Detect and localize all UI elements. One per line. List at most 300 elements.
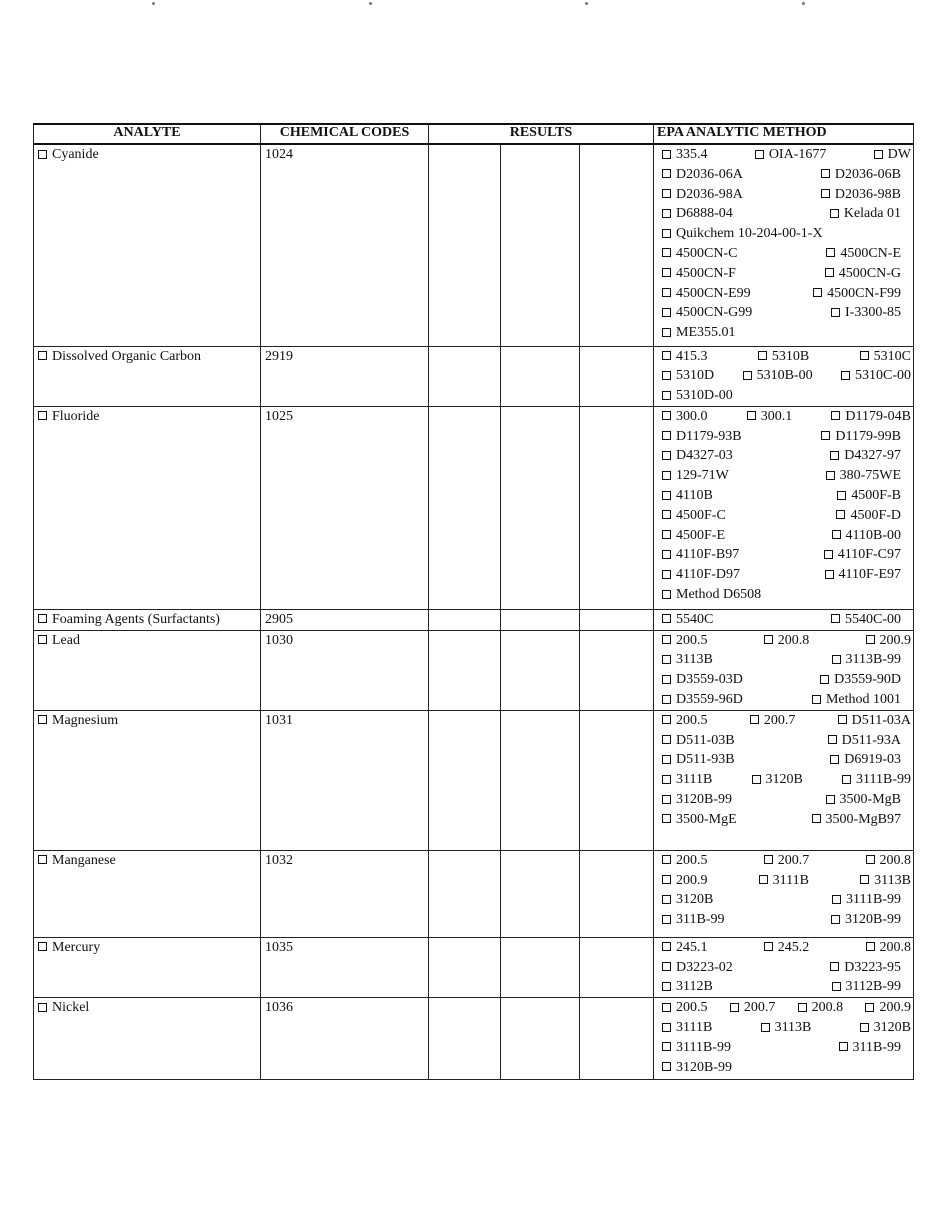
- method-option[interactable]: [662, 185, 743, 205]
- method-label: D4327-97: [844, 448, 901, 464]
- checkbox-icon[interactable]: [832, 655, 841, 664]
- checkbox-icon[interactable]: [662, 530, 671, 539]
- checkbox-icon[interactable]: [764, 942, 773, 951]
- analyte-label: Manganese: [52, 852, 116, 868]
- method-option[interactable]: [798, 998, 844, 1018]
- method-option[interactable]: [828, 731, 901, 751]
- checkbox-icon[interactable]: [38, 411, 47, 420]
- method-option[interactable]: [662, 790, 732, 810]
- checkbox-icon[interactable]: [662, 189, 671, 198]
- method-line: [662, 466, 911, 486]
- method-label: 3113B: [874, 872, 911, 888]
- checkbox-icon[interactable]: [764, 855, 773, 864]
- checkbox-icon[interactable]: [865, 1003, 874, 1012]
- checkbox-icon[interactable]: [730, 1003, 739, 1012]
- method-label: 3112B: [676, 979, 713, 995]
- checkbox-icon[interactable]: [812, 814, 821, 823]
- checkbox-icon[interactable]: [662, 1042, 671, 1051]
- checkbox-icon[interactable]: [38, 635, 47, 644]
- method-option[interactable]: [662, 224, 823, 244]
- result-field[interactable]: [501, 998, 580, 1080]
- method-label: D511-93B: [676, 752, 735, 768]
- method-label: 5310D-00: [676, 388, 733, 404]
- checkbox-icon[interactable]: [759, 875, 768, 884]
- method-option[interactable]: [830, 750, 901, 770]
- checkbox-icon[interactable]: [841, 371, 850, 380]
- checkbox-icon[interactable]: [662, 1062, 671, 1071]
- result-field[interactable]: [580, 850, 654, 937]
- method-option[interactable]: [764, 851, 810, 871]
- method-option[interactable]: [865, 998, 911, 1018]
- result-field[interactable]: [429, 998, 501, 1080]
- method-option[interactable]: [662, 565, 740, 585]
- method-line: [662, 244, 911, 264]
- checkbox-icon[interactable]: [38, 1003, 47, 1012]
- checkbox-icon[interactable]: [662, 895, 671, 904]
- result-field[interactable]: [580, 630, 654, 710]
- method-label: 200.8: [777, 632, 810, 648]
- method-option[interactable]: [761, 1018, 812, 1038]
- result-field[interactable]: [429, 937, 501, 997]
- result-field[interactable]: [429, 346, 501, 406]
- checkbox-icon[interactable]: [764, 635, 773, 644]
- checkbox-icon[interactable]: [662, 814, 671, 823]
- checkbox-icon[interactable]: [662, 735, 671, 744]
- method-label: D6888-04: [676, 206, 733, 222]
- method-option[interactable]: [821, 427, 901, 447]
- checkbox-icon[interactable]: [812, 695, 821, 704]
- analyte-row: [34, 630, 914, 710]
- method-option[interactable]: [826, 790, 901, 810]
- method-label: 4500CN-E: [840, 245, 901, 261]
- checkbox-icon[interactable]: [837, 491, 846, 500]
- checkbox-icon[interactable]: [758, 351, 767, 360]
- method-option[interactable]: [837, 486, 901, 506]
- checkbox-icon[interactable]: [662, 510, 671, 519]
- method-option[interactable]: [832, 890, 901, 910]
- method-label: 200.9: [879, 632, 911, 648]
- method-option[interactable]: [866, 851, 912, 871]
- method-label: 4500CN-G99: [676, 305, 753, 321]
- epa-methods: [654, 850, 914, 937]
- checkbox-icon[interactable]: [662, 795, 671, 804]
- result-field[interactable]: [429, 850, 501, 937]
- checkbox-icon[interactable]: [874, 150, 883, 159]
- method-option[interactable]: [662, 631, 708, 651]
- method-label: Kelada 01: [843, 206, 901, 222]
- method-option[interactable]: [824, 545, 901, 565]
- checkbox-icon[interactable]: [662, 248, 671, 257]
- method-option[interactable]: [662, 486, 713, 506]
- checkbox-icon[interactable]: [662, 755, 671, 764]
- checkbox-icon[interactable]: [860, 1023, 869, 1032]
- checkbox-icon[interactable]: [761, 1023, 770, 1032]
- method-option[interactable]: [662, 244, 737, 264]
- method-option[interactable]: [662, 526, 725, 546]
- method-option[interactable]: [662, 977, 713, 997]
- method-option[interactable]: [874, 145, 911, 165]
- method-option[interactable]: [832, 977, 901, 997]
- method-option[interactable]: [830, 204, 901, 224]
- checkbox-icon[interactable]: [662, 308, 671, 317]
- checkbox-icon[interactable]: [752, 775, 761, 784]
- method-option[interactable]: [836, 506, 901, 526]
- result-field[interactable]: [501, 630, 580, 710]
- method-option[interactable]: [662, 466, 729, 486]
- checkbox-icon[interactable]: [662, 915, 671, 924]
- checkbox-icon[interactable]: [826, 248, 835, 257]
- method-label: 4500F-E: [676, 527, 725, 543]
- checkbox-icon[interactable]: [860, 875, 869, 884]
- checkbox-icon[interactable]: [662, 1023, 671, 1032]
- method-label: D1179-99B: [835, 428, 901, 444]
- analyte-row: [34, 609, 914, 630]
- checkbox-icon[interactable]: [662, 431, 671, 440]
- checkbox-icon[interactable]: [832, 982, 841, 991]
- method-option[interactable]: [747, 407, 793, 427]
- checkbox-icon[interactable]: [825, 268, 834, 277]
- checkbox-icon[interactable]: [662, 491, 671, 500]
- method-option[interactable]: [821, 185, 901, 205]
- checkbox-icon[interactable]: [38, 150, 47, 159]
- method-option[interactable]: [813, 284, 901, 304]
- method-label: 3111B-99: [846, 892, 901, 908]
- result-field[interactable]: [429, 406, 501, 609]
- checkbox-icon[interactable]: [662, 150, 671, 159]
- method-option[interactable]: [860, 347, 911, 367]
- checkbox-icon[interactable]: [38, 351, 47, 360]
- checkbox-icon[interactable]: [830, 755, 839, 764]
- method-option[interactable]: [662, 145, 708, 165]
- method-option[interactable]: [662, 545, 739, 565]
- method-label: 200.7: [777, 852, 810, 868]
- method-option[interactable]: [662, 998, 708, 1018]
- method-option[interactable]: [662, 407, 708, 427]
- analyte-label: Foaming Agents (Surfactants): [52, 611, 220, 627]
- method-option[interactable]: [841, 366, 911, 386]
- method-option[interactable]: [662, 347, 708, 367]
- chemical-code: 1024: [261, 144, 429, 346]
- chemical-code: 2919: [261, 346, 429, 406]
- checkbox-icon[interactable]: [842, 775, 851, 784]
- checkbox-icon[interactable]: [662, 229, 671, 238]
- method-label: 3500-MgB: [839, 792, 901, 808]
- method-option[interactable]: [764, 631, 810, 651]
- checkbox-icon[interactable]: [662, 391, 671, 400]
- checkbox-icon[interactable]: [832, 895, 841, 904]
- method-option[interactable]: [838, 711, 911, 731]
- method-line: [662, 851, 911, 871]
- method-label: 5310C: [873, 348, 911, 364]
- checkbox-icon[interactable]: [830, 451, 839, 460]
- method-option[interactable]: [821, 165, 901, 185]
- method-option[interactable]: [662, 1058, 732, 1078]
- method-label: 4110F-C97: [837, 547, 901, 563]
- chemical-code: 1032: [261, 850, 429, 937]
- method-option[interactable]: [730, 998, 776, 1018]
- method-option[interactable]: [662, 165, 743, 185]
- checkbox-icon[interactable]: [821, 169, 830, 178]
- method-option[interactable]: [839, 1038, 901, 1058]
- method-label: 129-71W: [676, 468, 729, 484]
- result-field[interactable]: [429, 609, 501, 630]
- method-option[interactable]: [662, 770, 712, 790]
- method-label: 200.7: [763, 712, 796, 728]
- method-option[interactable]: [662, 284, 751, 304]
- checkbox-icon[interactable]: [38, 614, 47, 623]
- method-line: [662, 366, 911, 386]
- method-label: 311B-99: [676, 912, 725, 928]
- checkbox-icon[interactable]: [821, 431, 830, 440]
- checkbox-icon[interactable]: [662, 371, 671, 380]
- checkbox-icon[interactable]: [662, 550, 671, 559]
- checkbox-icon[interactable]: [662, 655, 671, 664]
- method-option[interactable]: [825, 565, 901, 585]
- checkbox-icon[interactable]: [38, 855, 47, 864]
- method-option[interactable]: [830, 446, 901, 466]
- method-option[interactable]: [832, 526, 901, 546]
- method-option[interactable]: [825, 264, 901, 284]
- result-field[interactable]: [429, 630, 501, 710]
- checkbox-icon[interactable]: [662, 471, 671, 480]
- checkbox-icon[interactable]: [830, 209, 839, 218]
- method-option[interactable]: [662, 264, 736, 284]
- result-field[interactable]: [429, 710, 501, 850]
- result-field[interactable]: [501, 850, 580, 937]
- method-option[interactable]: [662, 650, 713, 670]
- method-option[interactable]: [758, 347, 809, 367]
- checkbox-icon[interactable]: [662, 982, 671, 991]
- checkbox-icon[interactable]: [826, 795, 835, 804]
- checkbox-icon[interactable]: [662, 695, 671, 704]
- method-label: 200.8: [879, 852, 911, 868]
- method-label: 3120B: [765, 772, 803, 788]
- method-option[interactable]: [842, 770, 911, 790]
- method-option[interactable]: [866, 938, 912, 958]
- result-field[interactable]: [580, 406, 654, 609]
- analyte-row: [34, 937, 914, 997]
- method-option[interactable]: [812, 690, 901, 710]
- method-option[interactable]: [832, 650, 901, 670]
- checkbox-icon[interactable]: [743, 371, 752, 380]
- method-line: [662, 165, 911, 185]
- method-line: [662, 998, 911, 1018]
- method-option[interactable]: [662, 750, 735, 770]
- method-line: [662, 1038, 911, 1058]
- checkbox-icon[interactable]: [662, 875, 671, 884]
- method-option[interactable]: [662, 386, 733, 406]
- result-field[interactable]: [501, 609, 580, 630]
- checkbox-icon[interactable]: [662, 675, 671, 684]
- checkbox-icon[interactable]: [821, 189, 830, 198]
- method-option[interactable]: [812, 810, 901, 830]
- checkbox-icon[interactable]: [662, 962, 671, 971]
- method-option[interactable]: [831, 303, 901, 323]
- checkbox-icon[interactable]: [798, 1003, 807, 1012]
- method-option[interactable]: [759, 871, 809, 891]
- method-label: 5310D: [676, 368, 715, 384]
- result-field[interactable]: [580, 144, 654, 346]
- result-field[interactable]: [501, 346, 580, 406]
- method-option[interactable]: [662, 910, 724, 930]
- checkbox-icon[interactable]: [836, 510, 845, 519]
- method-option[interactable]: [662, 690, 743, 710]
- method-option[interactable]: [662, 366, 714, 386]
- checkbox-icon[interactable]: [662, 209, 671, 218]
- method-option[interactable]: [750, 711, 796, 731]
- checkbox-icon[interactable]: [838, 715, 847, 724]
- checkbox-icon[interactable]: [866, 635, 875, 644]
- checkbox-icon[interactable]: [662, 169, 671, 178]
- method-line: [662, 958, 911, 978]
- method-label: 4500CN-F99: [827, 285, 901, 301]
- checkbox-icon[interactable]: [831, 614, 840, 623]
- checkbox-icon[interactable]: [662, 351, 671, 360]
- checkbox-icon[interactable]: [662, 614, 671, 623]
- result-field[interactable]: [501, 710, 580, 850]
- result-field[interactable]: [580, 937, 654, 997]
- checkbox-icon[interactable]: [38, 715, 47, 724]
- method-line: [662, 731, 911, 751]
- method-label: 200.9: [676, 872, 708, 888]
- method-line: [662, 711, 911, 731]
- checkbox-icon[interactable]: [755, 150, 764, 159]
- method-option[interactable]: [866, 631, 912, 651]
- method-label: 335.4: [676, 147, 708, 162]
- result-field[interactable]: [429, 144, 501, 346]
- checkbox-icon[interactable]: [824, 550, 833, 559]
- method-label: 3500-MgB97: [825, 811, 901, 827]
- result-field[interactable]: [501, 406, 580, 609]
- checkbox-icon[interactable]: [831, 411, 840, 420]
- method-option[interactable]: [662, 851, 708, 871]
- checkbox-icon[interactable]: [826, 471, 835, 480]
- checkbox-icon[interactable]: [662, 1003, 671, 1012]
- checkbox-icon[interactable]: [662, 715, 671, 724]
- checkbox-icon[interactable]: [839, 1042, 848, 1051]
- method-option[interactable]: [831, 610, 901, 630]
- method-option[interactable]: [662, 731, 735, 751]
- checkbox-icon[interactable]: [866, 942, 875, 951]
- method-option[interactable]: [743, 366, 813, 386]
- checkbox-icon[interactable]: [866, 855, 875, 864]
- result-field[interactable]: [580, 998, 654, 1080]
- checkbox-icon[interactable]: [662, 451, 671, 460]
- checkbox-icon[interactable]: [750, 715, 759, 724]
- method-option[interactable]: [662, 446, 733, 466]
- method-option[interactable]: [662, 890, 713, 910]
- result-field[interactable]: [501, 937, 580, 997]
- header-analyte: ANALYTE: [34, 124, 261, 144]
- analyte-rows: [34, 144, 914, 1080]
- method-label: 4500CN-C: [676, 245, 738, 261]
- method-option[interactable]: [831, 407, 911, 427]
- method-option[interactable]: [662, 1018, 712, 1038]
- checkbox-icon[interactable]: [662, 328, 671, 337]
- method-line: [662, 770, 911, 790]
- method-option[interactable]: [860, 871, 911, 891]
- method-line: [662, 790, 911, 810]
- analyte-cell: [34, 850, 261, 937]
- method-option[interactable]: [826, 466, 901, 486]
- method-option[interactable]: [755, 145, 827, 165]
- checkbox-icon[interactable]: [662, 288, 671, 297]
- checkbox-icon[interactable]: [662, 775, 671, 784]
- method-option[interactable]: [662, 810, 737, 830]
- method-label: 200.5: [676, 1000, 708, 1016]
- method-label: D4327-03: [676, 448, 733, 464]
- method-option[interactable]: [752, 770, 803, 790]
- result-field[interactable]: [580, 609, 654, 630]
- checkbox-icon[interactable]: [820, 675, 829, 684]
- checkbox-icon[interactable]: [830, 962, 839, 971]
- checkbox-icon[interactable]: [662, 635, 671, 644]
- method-line: [662, 938, 911, 958]
- method-option[interactable]: [662, 871, 708, 891]
- method-label: D511-03A: [851, 712, 911, 728]
- method-line: [662, 347, 911, 367]
- method-option[interactable]: [826, 244, 901, 264]
- checkbox-icon[interactable]: [662, 570, 671, 579]
- checkbox-icon[interactable]: [662, 942, 671, 951]
- method-label: DW: [887, 147, 911, 162]
- method-option[interactable]: [662, 938, 708, 958]
- method-option[interactable]: [831, 910, 901, 930]
- checkbox-icon[interactable]: [860, 351, 869, 360]
- method-option[interactable]: [820, 670, 901, 690]
- method-option[interactable]: [662, 585, 761, 605]
- method-option[interactable]: [830, 958, 901, 978]
- method-option[interactable]: [662, 670, 743, 690]
- method-line: [662, 871, 911, 891]
- checkbox-icon[interactable]: [831, 308, 840, 317]
- method-option[interactable]: [662, 958, 733, 978]
- method-label: 5310B-00: [756, 368, 813, 384]
- method-label: 3113B: [774, 1020, 812, 1036]
- checkbox-icon[interactable]: [662, 590, 671, 599]
- result-field[interactable]: [501, 144, 580, 346]
- method-option[interactable]: [662, 323, 736, 343]
- method-option[interactable]: [764, 938, 810, 958]
- checkbox-icon[interactable]: [825, 570, 834, 579]
- checkbox-icon[interactable]: [747, 411, 756, 420]
- method-option[interactable]: [662, 1038, 731, 1058]
- result-field[interactable]: [580, 346, 654, 406]
- method-option[interactable]: [662, 711, 708, 731]
- result-field[interactable]: [580, 710, 654, 850]
- checkbox-icon[interactable]: [831, 915, 840, 924]
- method-label: 3111B-99: [676, 1039, 731, 1055]
- method-option[interactable]: [860, 1018, 911, 1038]
- method-option[interactable]: [662, 303, 752, 323]
- chemical-code: 2905: [261, 609, 429, 630]
- checkbox-icon[interactable]: [828, 735, 837, 744]
- checkbox-icon[interactable]: [662, 268, 671, 277]
- checkbox-icon[interactable]: [662, 411, 671, 420]
- checkbox-icon[interactable]: [832, 530, 841, 539]
- analyte-row: [34, 710, 914, 850]
- method-option[interactable]: [662, 204, 733, 224]
- checkbox-icon[interactable]: [813, 288, 822, 297]
- checkbox-icon[interactable]: [38, 942, 47, 951]
- method-option[interactable]: [662, 506, 726, 526]
- checkbox-icon[interactable]: [662, 855, 671, 864]
- scan-mark: [369, 2, 372, 5]
- method-option[interactable]: [662, 427, 742, 447]
- method-line: [662, 585, 911, 605]
- method-option[interactable]: [662, 610, 713, 630]
- method-line: [662, 407, 911, 427]
